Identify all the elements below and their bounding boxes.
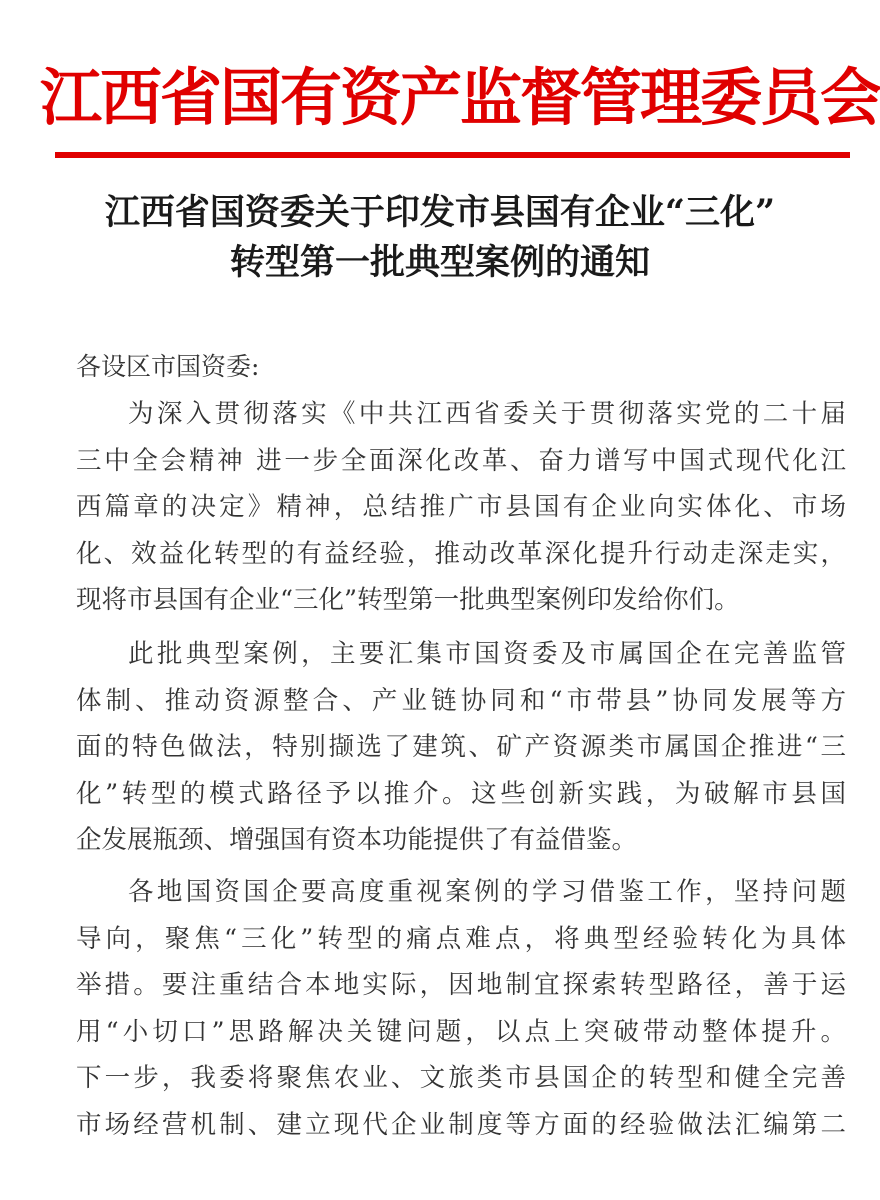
paragraph-line: 此批典型案例，主要汇集市国资委及市属国企在完善监管 bbox=[128, 639, 846, 669]
paragraph-line: 为深入贯彻落实《中共江西省委关于贯彻落实党的二十届 bbox=[128, 399, 846, 429]
paragraph-line: 企发展瓶颈、增强国有资本功能提供了有益借鉴。 bbox=[76, 825, 638, 855]
masthead-red-rule bbox=[55, 152, 850, 158]
paragraph-line: 举措。要注重结合本地实际，因地制宜探索转型路径，善于运 bbox=[76, 970, 846, 1000]
paragraph-line: 化、效益化转型的有益经验，推动改革深化提升行动走深走实， bbox=[76, 538, 846, 569]
paragraph-line: 各地国资国企要高度重视案例的学习借鉴工作，坚持问题 bbox=[128, 877, 846, 907]
paragraph-line: 市场经营机制、建立现代企业制度等方面的经验做法汇编第二 bbox=[76, 1109, 846, 1140]
paragraph-1 bbox=[76, 391, 846, 624]
paragraph-line: 西篇章的决定》精神，总结推广市县国有企业向实体化、市场 bbox=[76, 492, 846, 522]
paragraph-line: 用“小切口”思路解决关键问题，以点上突破带动整体提升。 bbox=[76, 1016, 846, 1047]
paragraph-line: 体制、推动资源整合、产业链协同和“市带县”协同发展等方 bbox=[76, 685, 846, 716]
document-title-line: 转型第一批典型案例的通知 bbox=[229, 242, 650, 283]
paragraph-3 bbox=[76, 869, 846, 1148]
paragraph-2 bbox=[76, 631, 846, 864]
salutation: 各设区市国资委: bbox=[76, 352, 260, 381]
document-title bbox=[40, 188, 840, 288]
paragraph-line: 现将市县国有企业“三化”转型第一批典型案例印发给你们。 bbox=[76, 585, 740, 615]
paragraph-line: 面的特色做法，特别撷选了建筑、矿产资源类市属国企推进“三 bbox=[76, 732, 846, 762]
paragraph-line: 导向，聚焦“三化”转型的痛点难点，将典型经验转化为具体 bbox=[76, 923, 846, 954]
masthead-org-name: 江西省国有资产监督管理委员会 bbox=[40, 61, 880, 134]
paragraph-line: 三中全会精神 进一步全面深化改革、奋力谱写中国式现代化江 bbox=[76, 445, 846, 476]
document-title-line: 江西省国资委关于印发市县国有企业“三化” bbox=[104, 192, 776, 233]
paragraph-line: 化”转型的模式路径予以推介。这些创新实践，为破解市县国 bbox=[76, 778, 846, 809]
paragraph-line: 下一步，我委将聚焦农业、文旅类市县国企的转型和健全完善 bbox=[76, 1063, 846, 1093]
